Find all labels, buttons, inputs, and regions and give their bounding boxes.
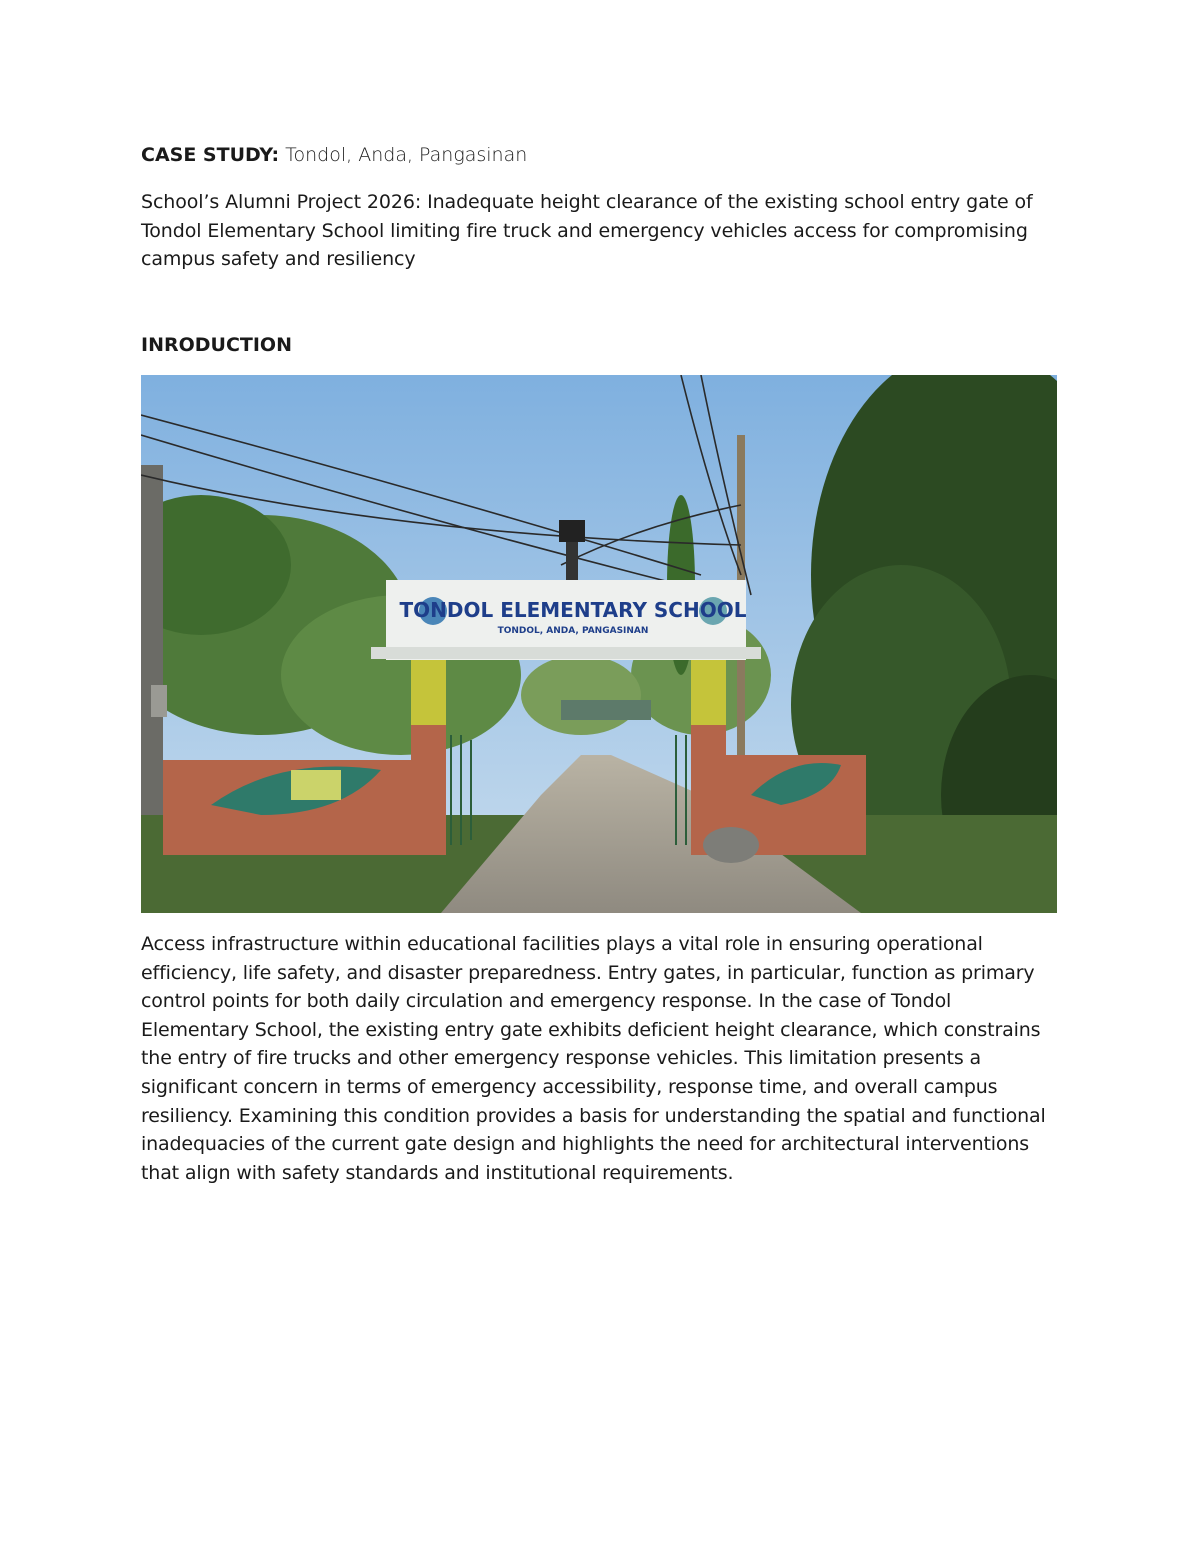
case-study-location: Tondol, Anda, Pangasinan: [279, 144, 528, 166]
case-study-line: [141, 140, 1057, 170]
introduction-heading: INRODUCTION: [141, 334, 292, 356]
perimeter-wall-left: [163, 760, 443, 855]
distant-building: [561, 700, 651, 720]
introduction-body: Access infrastructure within educational facilities plays a vital role in ensuring operational efficiency, life safety, and disaster preparedness. Entry gates, in particular, function as primary control points for both daily circulation and emergency response. In the case of Tondol Elementary School, the existing entry gate exhibits deficient height clearance, which constrains the entry of fire trucks and other emergency response vehicles. This limitation presents a significant concern in terms of emergency accessibility, response time, and overall campus resiliency. Examining this condition provides a basis for understanding the spatial and functional inadequacies of the current gate design and highlights the need for architectural interventions that align with safety standards and institutional requirements.: [141, 933, 1046, 1184]
school-gate-photo: [141, 375, 1057, 913]
sign-title: TONDOL ELEMENTARY SCHOOL: [399, 598, 747, 622]
case-study-label: CASE STUDY:: [141, 144, 280, 166]
utility-pole-left: [141, 465, 163, 855]
document-content: [141, 140, 1057, 1184]
project-title: School’s Alumni Project 2026: Inadequate height clearance of the existing school entry gate of Tondol Elementary School limiting fire truck and emergency vehicles access for compromising campus safety and resiliency: [141, 191, 1033, 270]
rock: [703, 827, 759, 863]
school-gate-illustration: [141, 375, 1057, 913]
sign-subtitle: TONDOL, ANDA, PANGASINAN: [497, 626, 649, 636]
